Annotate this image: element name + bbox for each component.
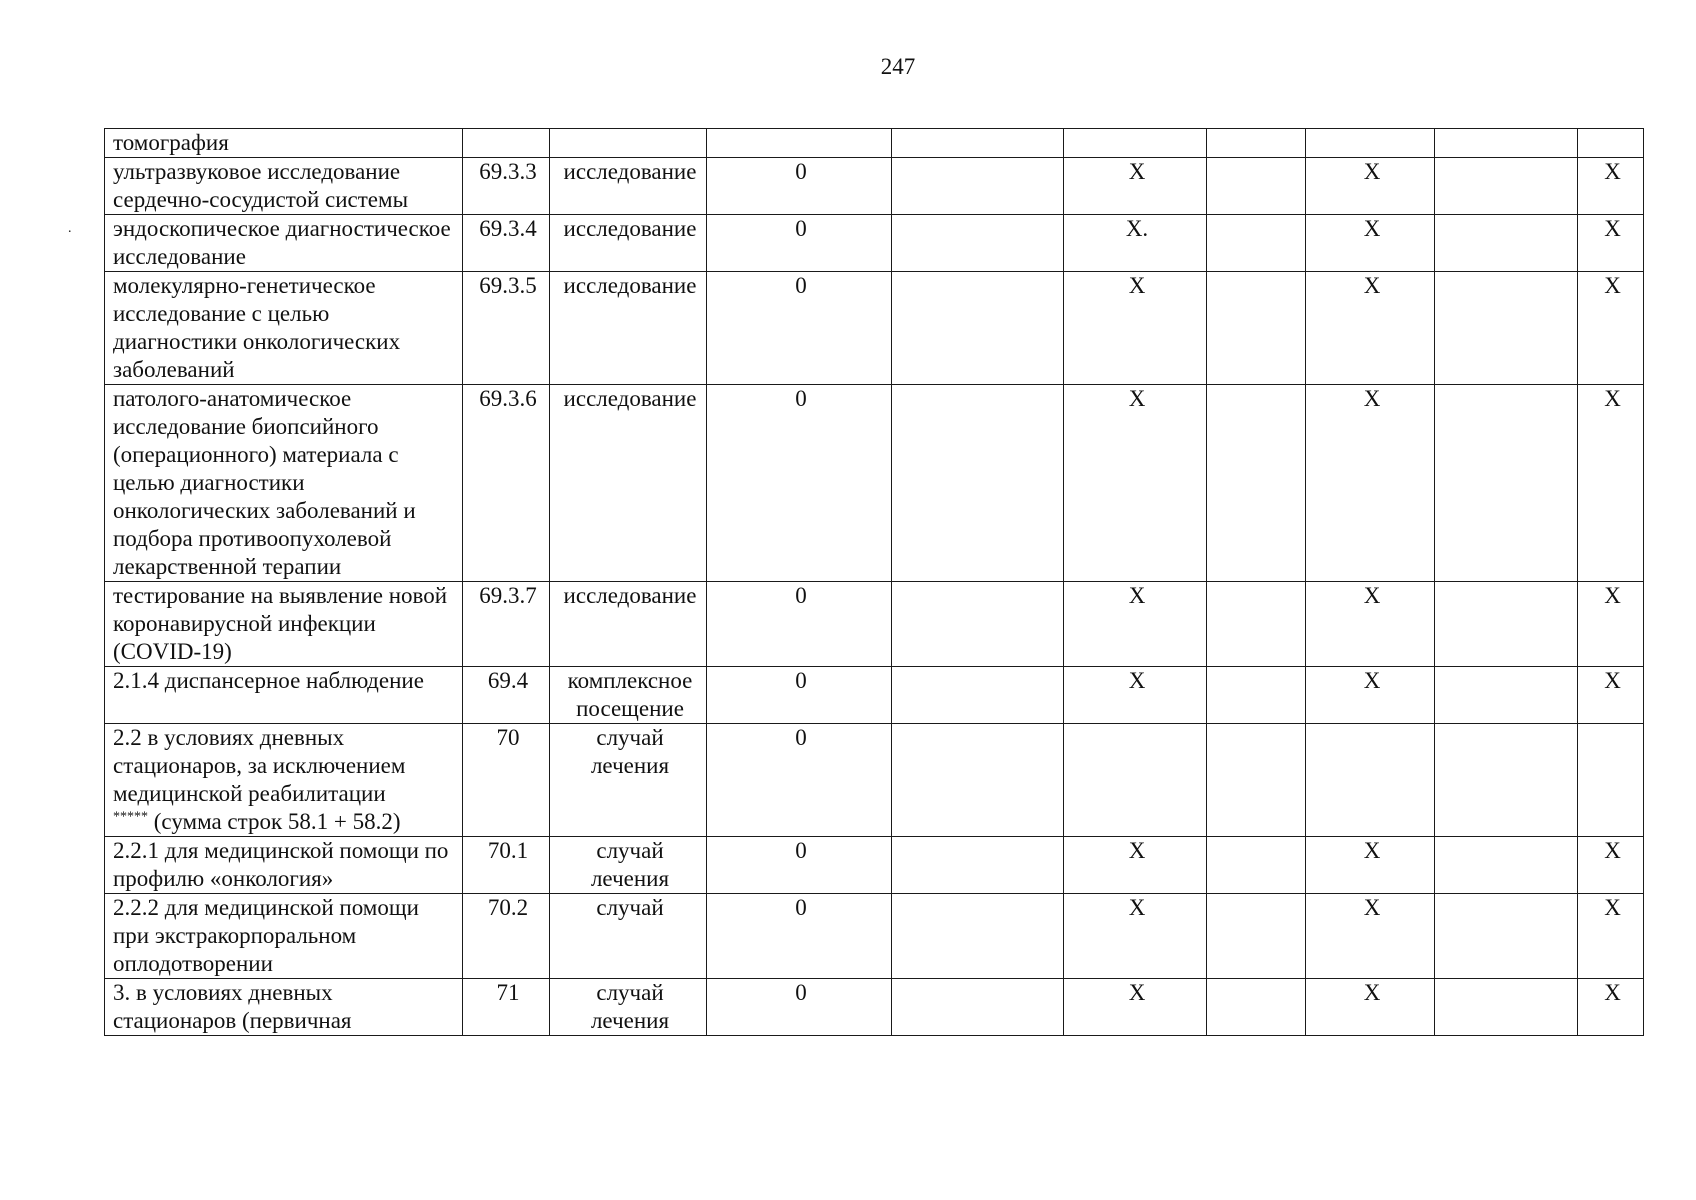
page-number: 247 (880, 54, 916, 79)
x-mark-cell: X (1306, 582, 1435, 667)
row-unit: случай лечения (550, 979, 707, 1036)
row-unit (550, 129, 707, 158)
x-mark-cell: X (1064, 582, 1207, 667)
table-row (105, 667, 1644, 724)
empty-cell (1435, 158, 1578, 215)
x-mark-cell: X (1306, 837, 1435, 894)
row-name: 2.2.2 для медицинской помощи при экстракорпоральном оплодотворении (113, 895, 419, 976)
x-mark-cell: X (1306, 385, 1435, 582)
table-body (105, 129, 1644, 1036)
table-row (105, 724, 1644, 837)
row-value: 0 (707, 215, 892, 272)
row-value: 0 (707, 837, 892, 894)
empty-cell (892, 582, 1064, 667)
empty-cell (1207, 894, 1306, 979)
empty-cell (892, 724, 1064, 837)
x-mark-cell: X (1064, 837, 1207, 894)
empty-cell (892, 837, 1064, 894)
empty-cell (892, 979, 1064, 1036)
row-code: 69.3.5 (463, 272, 550, 385)
empty-cell (1207, 215, 1306, 272)
row-name-cell (105, 158, 463, 215)
row-unit: комплексное посещение (550, 667, 707, 724)
empty-cell (892, 667, 1064, 724)
row-code: 70.2 (463, 894, 550, 979)
table-row (105, 837, 1644, 894)
row-name: тестирование на выявление новой коронавирусной инфекции (COVID-19) (113, 583, 448, 664)
table-row (105, 215, 1644, 272)
row-name-tail: (сумма строк 58.1 + 58.2) (148, 809, 401, 834)
empty-cell (892, 272, 1064, 385)
table-row (105, 894, 1644, 979)
x-mark-cell: X (1064, 667, 1207, 724)
row-value: 0 (707, 385, 892, 582)
x-mark-cell: X. (1064, 215, 1207, 272)
row-unit: исследование (550, 385, 707, 582)
row-unit: случай лечения (550, 837, 707, 894)
empty-cell (892, 385, 1064, 582)
row-name: патолого-анатомическое исследование биопсийного (операционного) материала с целью диагностики онкологических заболеваний и подбора противоопухолевой лекарственной терапии (113, 386, 416, 579)
empty-cell (1207, 979, 1306, 1036)
row-value: 0 (707, 582, 892, 667)
row-value: 0 (707, 979, 892, 1036)
row-name: 2.2 в условиях дневных стационаров, за исключением медицинской реабилитации (113, 725, 406, 806)
row-name-cell (105, 215, 463, 272)
x-mark-cell: X (1578, 979, 1644, 1036)
empty-cell (892, 894, 1064, 979)
empty-cell (1435, 894, 1578, 979)
x-mark-cell: X (1578, 837, 1644, 894)
empty-cell (1207, 385, 1306, 582)
x-mark-cell: X (1306, 158, 1435, 215)
x-mark-cell: X (1064, 385, 1207, 582)
x-mark-cell: X (1578, 582, 1644, 667)
row-value: 0 (707, 158, 892, 215)
x-mark-cell (1578, 129, 1644, 158)
x-mark-cell: X (1578, 158, 1644, 215)
row-name-cell (105, 837, 463, 894)
row-name-cell (105, 979, 463, 1036)
footnote-stars: ***** (113, 809, 148, 825)
x-mark-cell: X (1306, 979, 1435, 1036)
row-name: 3. в условиях дневных стационаров (первичная (113, 980, 352, 1033)
row-code: 71 (463, 979, 550, 1036)
row-unit: исследование (550, 272, 707, 385)
row-name: 2.2.1 для медицинской помощи по профилю «онкология» (113, 838, 449, 891)
x-mark-cell: X (1306, 272, 1435, 385)
row-name-cell (105, 582, 463, 667)
x-mark-cell: X (1578, 385, 1644, 582)
row-name-cell (105, 894, 463, 979)
row-code: 70 (463, 724, 550, 837)
row-name: 2.1.4 диспансерное наблюдение (113, 668, 424, 693)
x-mark-cell: X (1064, 272, 1207, 385)
row-code: 70.1 (463, 837, 550, 894)
empty-cell (1435, 582, 1578, 667)
row-value (707, 129, 892, 158)
empty-cell (1435, 272, 1578, 385)
x-mark-cell (1306, 129, 1435, 158)
x-mark-cell: X (1064, 979, 1207, 1036)
row-unit: исследование (550, 158, 707, 215)
row-name-cell (105, 129, 463, 158)
row-code: 69.3.3 (463, 158, 550, 215)
row-code: 69.3.4 (463, 215, 550, 272)
empty-cell (1207, 667, 1306, 724)
empty-cell (1207, 837, 1306, 894)
row-code: 69.3.6 (463, 385, 550, 582)
row-name: ультразвуковое исследование сердечно-сосудистой системы (113, 159, 409, 212)
x-mark-cell: X (1578, 667, 1644, 724)
row-code (463, 129, 550, 158)
x-mark-cell: X (1306, 215, 1435, 272)
x-mark-cell (1578, 724, 1644, 837)
empty-cell (1207, 129, 1306, 158)
row-unit: случай (550, 894, 707, 979)
table-row (105, 979, 1644, 1036)
x-mark-cell: X (1064, 894, 1207, 979)
table-row (105, 582, 1644, 667)
empty-cell (1435, 724, 1578, 837)
row-name-cell (105, 385, 463, 582)
x-mark-cell (1064, 724, 1207, 837)
row-name-cell (105, 272, 463, 385)
empty-cell (1207, 582, 1306, 667)
empty-cell (1435, 385, 1578, 582)
empty-cell (1435, 215, 1578, 272)
empty-cell (1207, 724, 1306, 837)
row-name: томография (113, 130, 229, 155)
row-value: 0 (707, 272, 892, 385)
x-mark-cell: X (1578, 215, 1644, 272)
empty-cell (892, 129, 1064, 158)
row-code: 69.4 (463, 667, 550, 724)
row-name: эндоскопическое диагностическое исследование (113, 216, 451, 269)
x-mark-cell (1306, 724, 1435, 837)
row-value: 0 (707, 724, 892, 837)
empty-cell (892, 215, 1064, 272)
empty-cell (892, 158, 1064, 215)
row-unit: случай лечения (550, 724, 707, 837)
table-row (105, 158, 1644, 215)
table-row (105, 272, 1644, 385)
x-mark-cell: X (1306, 667, 1435, 724)
empty-cell (1435, 979, 1578, 1036)
row-unit: исследование (550, 582, 707, 667)
row-name: молекулярно-генетическое исследование с целью диагностики онкологических заболеваний (113, 273, 401, 382)
empty-cell (1435, 129, 1578, 158)
row-name-cell (105, 724, 463, 837)
data-table (104, 128, 1644, 1036)
row-unit: исследование (550, 215, 707, 272)
empty-cell (1435, 667, 1578, 724)
row-name-cell (105, 667, 463, 724)
row-value: 0 (707, 667, 892, 724)
x-mark-cell: X (1064, 158, 1207, 215)
stray-mark: . (68, 221, 72, 236)
table-row (105, 385, 1644, 582)
x-mark-cell: X (1306, 894, 1435, 979)
x-mark-cell (1064, 129, 1207, 158)
empty-cell (1435, 837, 1578, 894)
empty-cell (1207, 272, 1306, 385)
table-row (105, 129, 1644, 158)
row-code: 69.3.7 (463, 582, 550, 667)
x-mark-cell: X (1578, 272, 1644, 385)
empty-cell (1207, 158, 1306, 215)
x-mark-cell: X (1578, 894, 1644, 979)
row-value: 0 (707, 894, 892, 979)
